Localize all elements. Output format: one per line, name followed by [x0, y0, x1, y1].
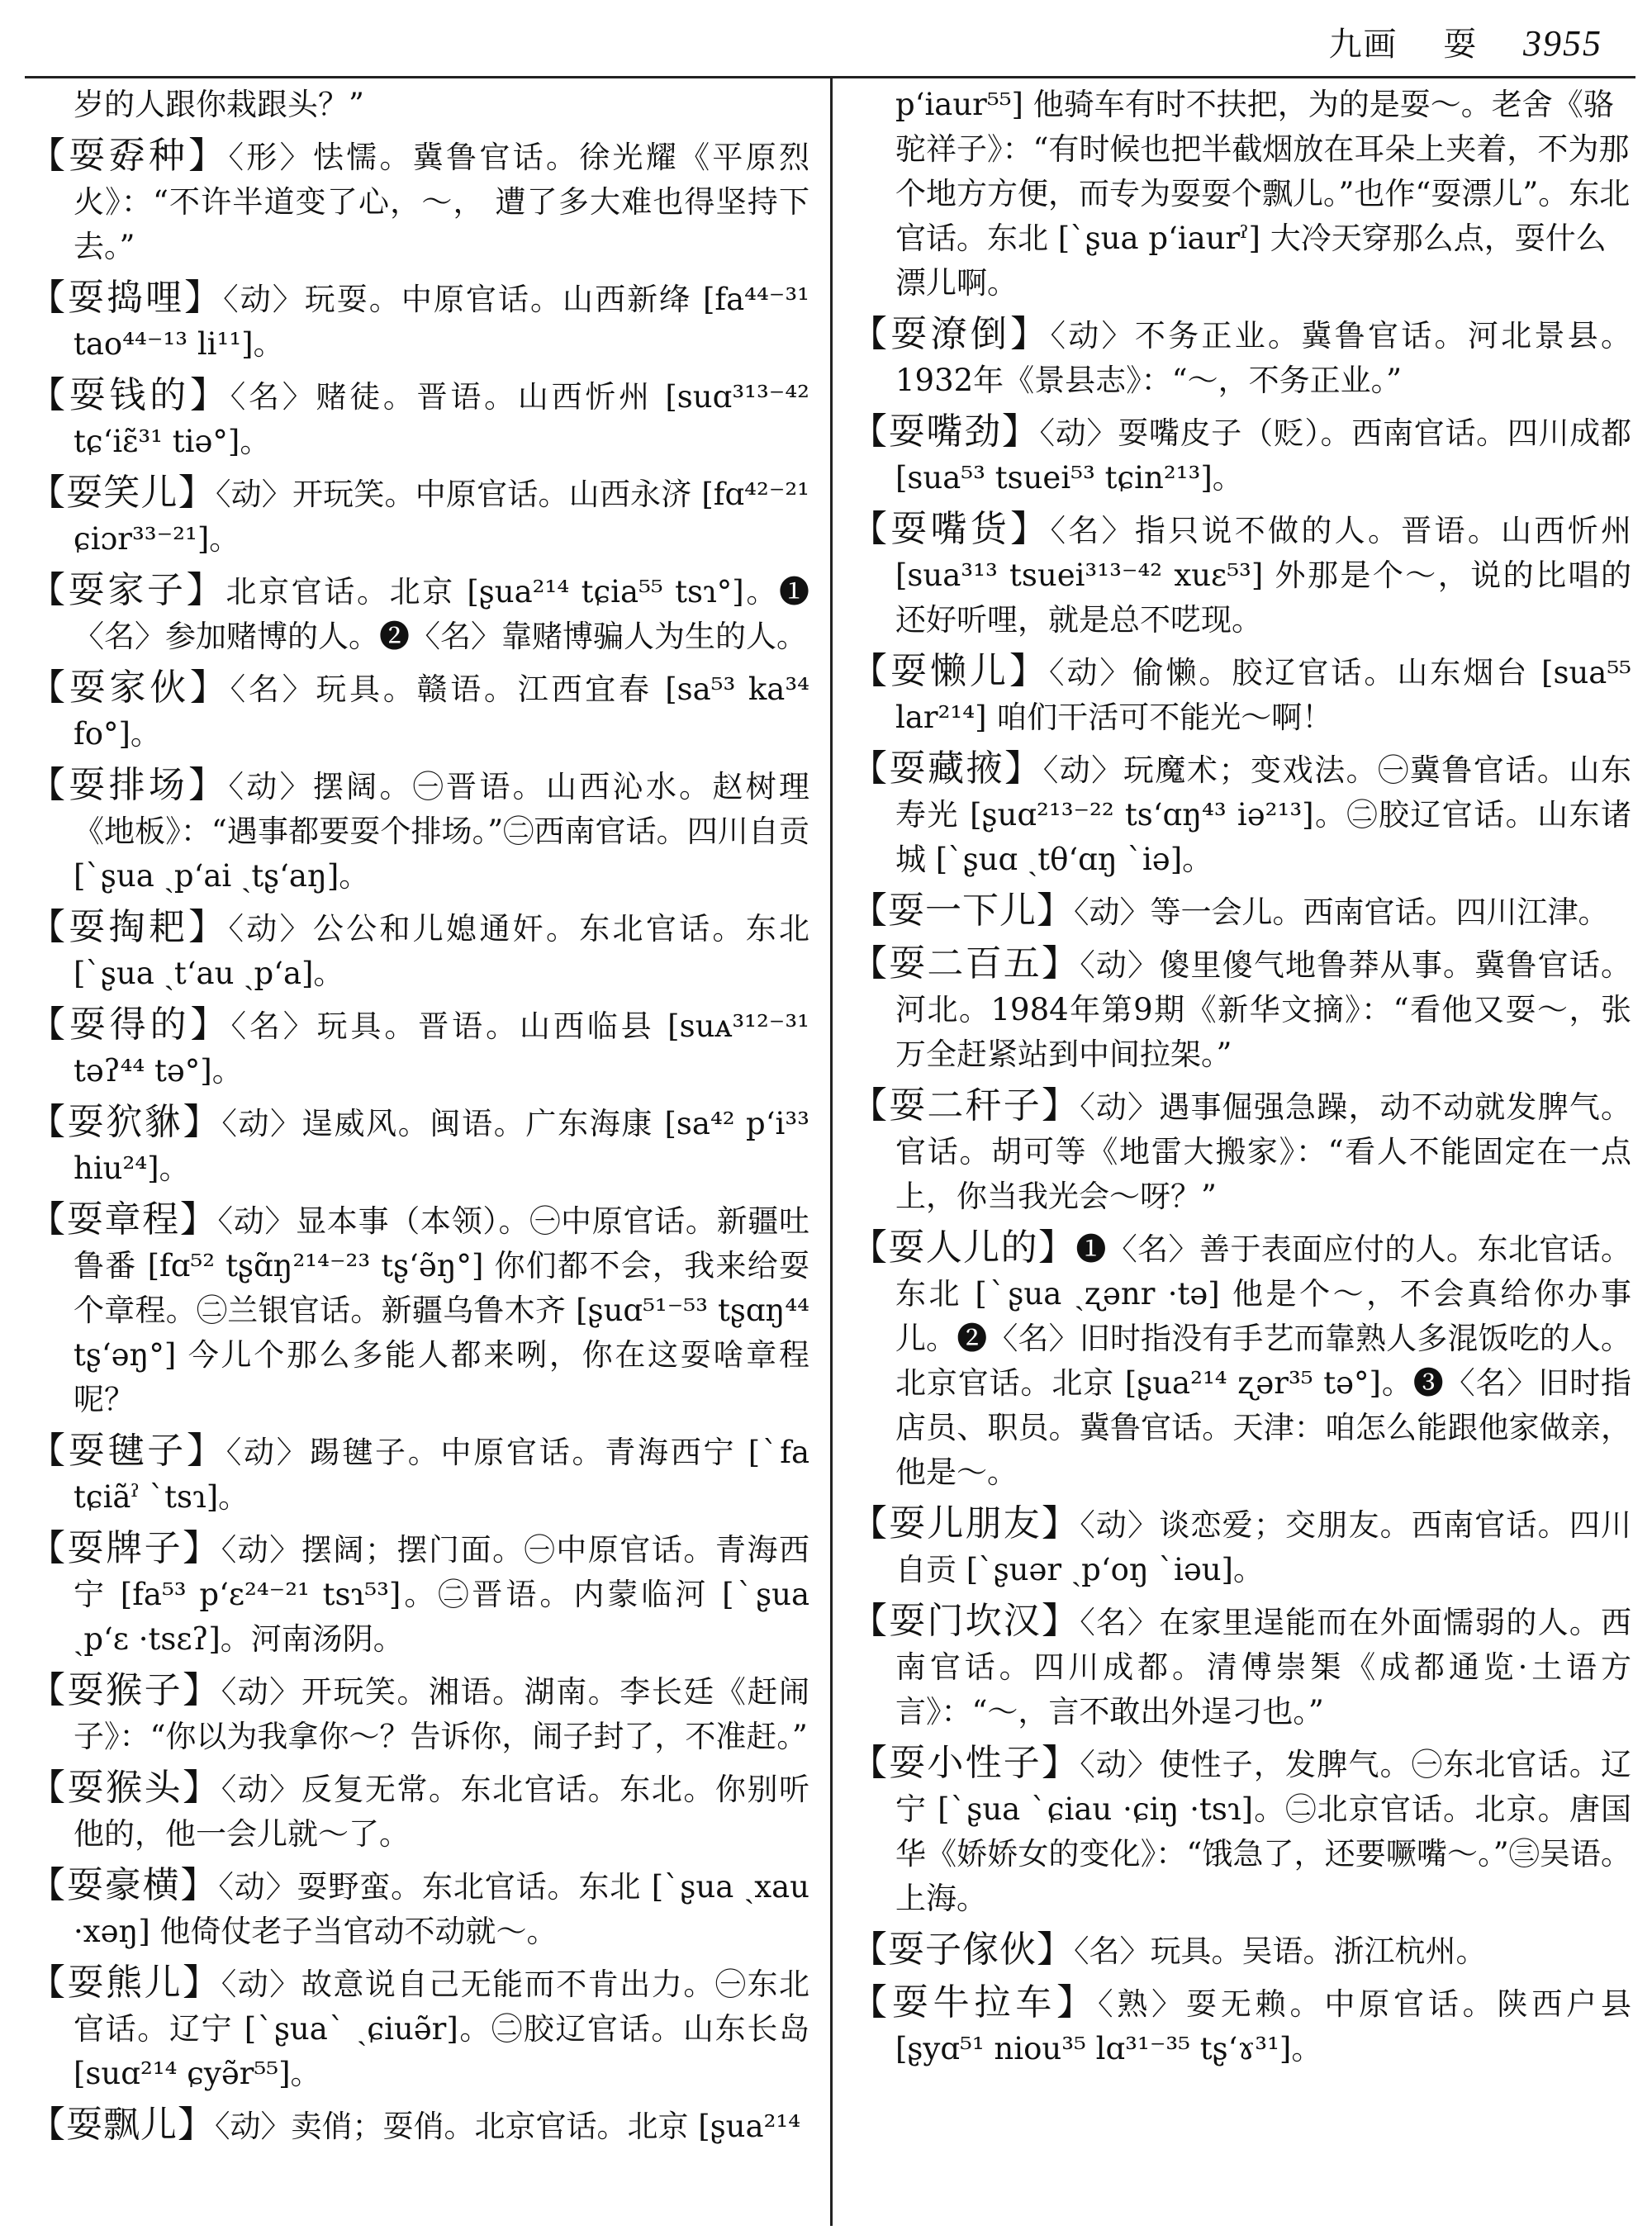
- definition: 〈名〉玩具。晋语。山西临县 [suᴀ³¹²⁻³¹ təʔ⁴⁴ tə°]。: [74, 1008, 810, 1089]
- definition: 〈动〉逞威风。闽语。广东海康 [sa⁴² pʻi³³ hiu²⁴]。: [74, 1106, 809, 1186]
- page-number: 3955: [1523, 23, 1602, 64]
- definition: 〈动〉遇事倔强急躁，动不动就发脾气。官话。胡可等《地雷大搬家》：“看人不能固定在一点上，你当我光会～呀？”: [895, 1089, 1632, 1214]
- definition: 〈名〉在家里逞能而在外面懦弱的人。西南官话。四川成都。清傅崇榘《成都通览·土语方言》：“～，言不敢出外逞刁也。”: [895, 1605, 1632, 1729]
- headword: 【耍飘儿】: [29, 2104, 215, 2146]
- headword: 【耍子傢伙】: [851, 1929, 1074, 1971]
- page-header: [1296, 18, 1602, 65]
- headword: 【耍家子】: [29, 569, 226, 611]
- definition: 〈动〉故意说自己无能而不肯出力。㊀东北官话。辽宁 [ˋʂuaˋ ˏɕiuə̃r]。㊁胶辽官话。山东长岛 [suɑ²¹⁴ ɕyə̃r⁵⁵]。: [74, 1967, 810, 2091]
- headword: 【耍潦倒】: [851, 313, 1051, 355]
- dictionary-entry: [851, 312, 1631, 403]
- dictionary-entry: [29, 1100, 809, 1191]
- definition: 〈动〉反复无常。东北官话。东北。你别听他的，他一会儿就～了。: [74, 1772, 810, 1852]
- headword: 【耍排场】: [29, 764, 229, 806]
- headword: 【耍牌子】: [29, 1527, 221, 1569]
- headword: 【耍得的】: [29, 1004, 231, 1046]
- headword: 【耍毽子】: [29, 1430, 226, 1472]
- headword: 【耍嘴货】: [851, 508, 1051, 550]
- definition: 〈形〉怯懦。冀鲁官话。徐光耀《平原烈火》：“不许半道变了心，～， 遭了多大难也得坚持下去。”: [74, 140, 810, 264]
- dictionary-entry: [851, 747, 1631, 882]
- headword: 【耍豪横】: [29, 1864, 219, 1906]
- headword: 【耍藏掖】: [851, 747, 1043, 790]
- dictionary-entry: [29, 1003, 809, 1094]
- headword: 【耍家伙】: [29, 667, 230, 709]
- dictionary-entry: [29, 1961, 809, 2096]
- headword: 【耍儿朋友】: [851, 1502, 1080, 1544]
- definition: 〈名〉赌徒。晋语。山西忻州 [suɑ³¹³⁻⁴² tɕʻiɛ̃³¹ tiə°]。: [74, 379, 810, 459]
- definition: 〈动〉玩耍。中原官话。山西新绛 [fa⁴⁴⁻³¹ tao⁴⁴⁻¹³ li¹¹]。: [74, 282, 810, 362]
- dictionary-entry: [29, 1429, 809, 1520]
- headword: 【耍猴子】: [29, 1669, 221, 1711]
- dictionary-entry: [851, 889, 1631, 935]
- definition: 〈动〉卖俏；耍俏。北京官话。北京 [ʂua²¹⁴: [215, 2109, 801, 2144]
- definition: 〈动〉谈恋爱；交朋友。西南官话。四川自贡 [ˋʂuər ˏpʻoŋ ˋiəu]。: [895, 1507, 1632, 1587]
- headword: 【耍人儿的】: [851, 1226, 1076, 1269]
- definition: 〈动〉傻里傻气地鲁莽从事。冀鲁官话。河北。1984年第9期《新华文摘》：“看他又耍～，张万全赶紧站到中间拉架。”: [895, 947, 1632, 1072]
- definition: 〈名〉玩具。赣语。江西宜春 [sa⁵³ ka³⁴ fo°]。: [74, 671, 809, 752]
- dictionary-entry: [29, 373, 809, 464]
- column-divider: [830, 78, 833, 2226]
- headword: 【耍钱的】: [29, 374, 230, 416]
- headword: 【耍熊儿】: [29, 1962, 221, 2004]
- dictionary-entry: [29, 568, 809, 659]
- definition: 〈动〉等一会儿。西南官话。四川江津。: [1074, 894, 1609, 930]
- definition: 〈动〉玩魔术；变戏法。㊀冀鲁官话。山东寿光 [ʂuɑ²¹³⁻²² tsʻɑŋ⁴³ iə²¹³]。㊁胶辽官话。山东诸城 [ˋʂuɑ ˏtθʻɑŋ ˋiə]。: [895, 752, 1632, 877]
- headword: 【耍牛拉车】: [851, 1981, 1098, 2024]
- dictionary-entry: [851, 1226, 1631, 1495]
- dictionary-entry: [29, 666, 809, 757]
- definition: 〈名〉指只说不做的人。晋语。山西忻州 [sua³¹³ tsuei³¹³⁻⁴² xuɛ⁵³] 外那是个～，说的比唱的还好听哩，就是总不呓现。: [895, 513, 1632, 638]
- dictionary-entry: [29, 1766, 809, 1857]
- dictionary-entry: [29, 905, 809, 996]
- headword: 【耍掏耙】: [29, 906, 229, 948]
- headword: 【耍笑儿】: [29, 472, 216, 514]
- headword: 【耍小性子】: [851, 1742, 1080, 1784]
- continuation-text: pʻiaur⁵⁵] 他骑车有时不扶把，为的是耍～。老舍《骆驼祥子》：“有时候也把半截烟放在耳朵上夹着，不为那个地方方便，而专为耍耍个飘儿。”也作“耍漂儿”。东北官话。东北 [ˋʂua pʻiaurˀ] 大冷天穿那么点，耍什么漂儿啊。: [895, 87, 1631, 301]
- dictionary-entry: [29, 1668, 809, 1759]
- dictionary-entry: [29, 276, 809, 367]
- headword: 【耍二秆子】: [851, 1084, 1080, 1127]
- dictionary-entry: [29, 1863, 809, 1954]
- dictionary-entry: [29, 1526, 809, 1662]
- left-column: [29, 83, 809, 2149]
- continuation-text: 岁的人跟你栽跟头？”: [74, 87, 364, 122]
- stroke-section: 九画: [1328, 26, 1398, 64]
- headword: 【耍狖貅】: [29, 1101, 222, 1143]
- definition: 〈动〉偷懒。胶辽官话。山东烟台 [sua⁵⁵ lar²¹⁴] 咱们干活可不能光～啊！: [895, 655, 1631, 735]
- headword: 【耍嘴劲】: [851, 410, 1040, 453]
- headword: 【耍二百五】: [851, 942, 1080, 985]
- definition: 〈动〉耍野蛮。东北官话。东北 [ˋʂua ˏxau ·xəŋ] 他倚仗老子当官动不动就～。: [74, 1869, 809, 1949]
- head-character: 耍: [1443, 26, 1479, 64]
- dictionary-entry: [851, 649, 1631, 740]
- dictionary-entry: [29, 2103, 809, 2149]
- definition: 〈动〉踢毽子。中原官话。青海西宁 [ˋfa tɕiãˀ ˋtsɿ]。: [74, 1435, 810, 1515]
- dictionary-entry: [851, 1981, 1631, 2071]
- headword: 【耍孬种】: [29, 135, 229, 177]
- headword: 【耍捣哩】: [29, 277, 224, 319]
- definition: 〈动〉公公和儿媳通奸。东北官话。东北 [ˋʂua ˏtʻau ˏpʻa]。: [74, 911, 810, 991]
- definition: 〈动〉摆阔。㊀晋语。山西沁水。赵树理《地板》：“遇事都要耍个排场。”㊁西南官话。四川自贡 [ˋʂua ˏpʻai ˏtʂʻaŋ]。: [74, 769, 810, 894]
- definition: 〈动〉摆阔；摆门面。㊀中原官话。青海西宁 [fa⁵³ pʻɛ²⁴⁻²¹ tsɿ⁵³]。㊁晋语。内蒙临河 [ˋʂua ˏpʻɛ ·tsɛʔ]。河南汤阴。: [74, 1532, 810, 1657]
- dictionary-entry: [851, 1741, 1631, 1921]
- definition: 〈动〉耍嘴皮子（贬）。西南官话。四川成都 [sua⁵³ tsuei⁵³ tɕin²¹³]。: [895, 415, 1632, 496]
- headword: 【耍懒儿】: [851, 650, 1049, 692]
- dictionary-entry: [29, 763, 809, 899]
- definition: 〈动〉不务正业。冀鲁官话。河北景县。1932年《景县志》：“～，不务正业。”: [895, 318, 1632, 398]
- definition: 〈熟〉耍无赖。中原官话。陕西户县 [ʂyɑ⁵¹ niou³⁵ lɑ³¹⁻³⁵ tʂʻɤ³¹]。: [895, 1986, 1631, 2066]
- dictionary-entry: [851, 942, 1631, 1077]
- definition: ❶〈名〉善于表面应付的人。东北官话。东北 [ˋʂua ˏʐənr ·tə] 他是个～，不会真给你办事儿。❷〈名〉旧时指没有手艺而靠熟人多混饭吃的人。北京官话。北京 [ʂua²¹⁴ ʐər³⁵ tə°]。❸〈名〉旧时指店员、职员。冀鲁官话。天津：咱怎么能跟他家做亲，他是～。: [895, 1231, 1632, 1490]
- dictionary-entry: [851, 410, 1631, 501]
- dictionary-entry: [851, 1502, 1631, 1592]
- dictionary-entry: [29, 1198, 809, 1422]
- definition: 北京官话。北京 [ʂua²¹⁴ tɕia⁵⁵ tsɿ°]。❶〈名〉参加赌博的人。❷〈名〉靠赌博骗人为生的人。: [74, 574, 810, 654]
- dictionary-entry: [851, 1084, 1631, 1219]
- definition: 〈名〉玩具。吴语。浙江杭州。: [1074, 1933, 1487, 1969]
- dictionary-entry: [29, 134, 809, 269]
- definition: 〈动〉显本事（本领）。㊀中原官话。新疆吐鲁番 [fɑ⁵² tʂɑ̃ŋ²¹⁴⁻²³ tʂʻə̃ŋ°] 你们都不会，我来给耍个章程。㊁兰银官话。新疆乌鲁木齐 [ʂuɑ⁵¹⁻⁵³ tʂɑŋ⁴⁴ tʂʻəŋ°] 今儿个那么多能人都来咧，你在这耍啥章程呢？: [74, 1203, 810, 1417]
- dictionary-entry: [29, 471, 809, 562]
- right-column: [851, 83, 1631, 2071]
- definition: 〈动〉开玩笑。湘语。湖南。李长廷《赶闹子》：“你以为我拿你～？告诉你，闹子封了，不准赶。”: [74, 1674, 810, 1754]
- headword: 【耍门坎汉】: [851, 1600, 1080, 1642]
- definition: 〈动〉开玩笑。中原官话。山西永济 [fɑ⁴²⁻²¹ ɕiɔr³³⁻²¹]。: [74, 477, 810, 557]
- headword: 【耍猴头】: [29, 1767, 221, 1809]
- dictionary-entry: [851, 507, 1631, 643]
- definition: 〈动〉使性子，发脾气。㊀东北官话。辽宁 [ˋʂua ˋɕiau ·ɕiŋ ·tsɿ]。㊁北京官话。北京。唐国华《娇娇女的变化》：“饿急了，还要噘嘴～。”㊂吴语。上海。: [895, 1747, 1632, 1916]
- headword: 【耍章程】: [29, 1198, 218, 1241]
- dictionary-entry: [851, 1599, 1631, 1734]
- dictionary-entry: [851, 1928, 1631, 1974]
- headword: 【耍一下儿】: [851, 890, 1074, 932]
